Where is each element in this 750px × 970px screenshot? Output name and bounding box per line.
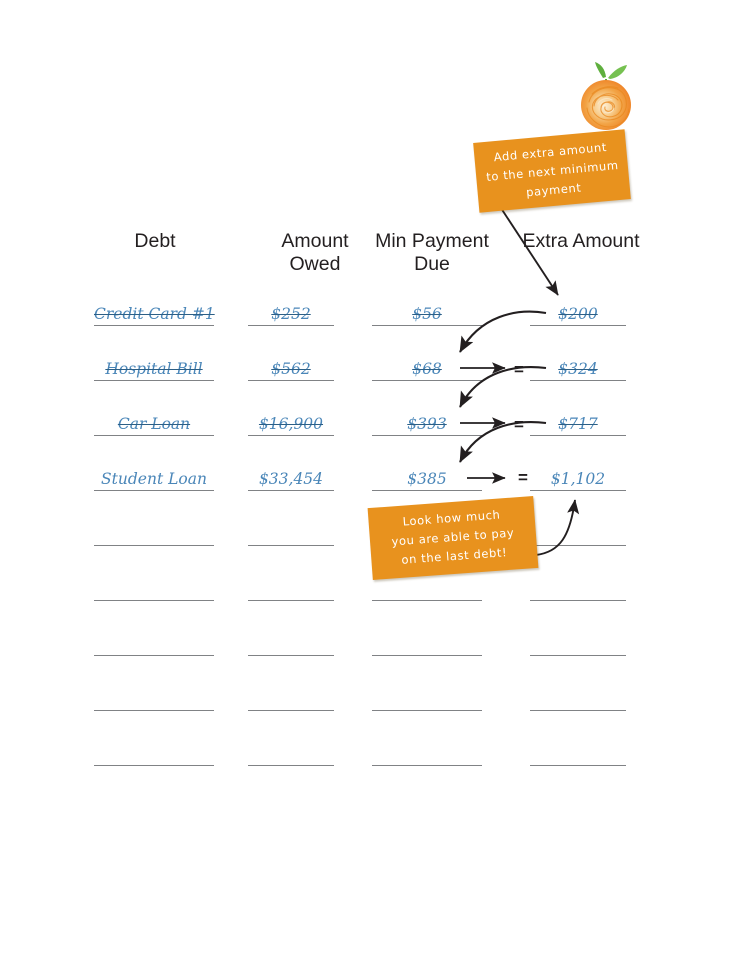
- table-row: [0, 351, 750, 391]
- write-in-rule: [530, 710, 626, 711]
- cell-min-payment-due[interactable]: [372, 461, 482, 491]
- cell-amount-owed[interactable]: [248, 626, 334, 656]
- write-in-rule: [248, 765, 334, 766]
- callout-1-line-3: payment: [525, 180, 582, 200]
- write-in-rule: [94, 490, 214, 491]
- value-amount-owed: $252: [271, 305, 311, 323]
- cell-extra-amount[interactable]: [530, 516, 626, 546]
- table-row: [0, 296, 750, 336]
- write-in-rule: [530, 600, 626, 601]
- cell-min-payment-due[interactable]: [372, 351, 482, 381]
- callout-1-line-2: to the next minimum: [485, 157, 620, 184]
- cell-debt-name[interactable]: [94, 571, 214, 601]
- cell-min-payment-due[interactable]: [372, 406, 482, 436]
- cell-debt-name[interactable]: [94, 736, 214, 766]
- value-extra-amount: $324: [558, 360, 598, 378]
- cell-extra-amount[interactable]: [530, 406, 626, 436]
- write-in-rule: [372, 765, 482, 766]
- cell-extra-amount[interactable]: [530, 296, 626, 326]
- cell-amount-owed[interactable]: [248, 351, 334, 381]
- value-min-payment-due: $56: [412, 305, 442, 323]
- cell-extra-amount[interactable]: [530, 681, 626, 711]
- column-header-amount-owed-line-2: Owed: [289, 253, 341, 275]
- write-in-rule: [94, 380, 214, 381]
- cell-amount-owed[interactable]: [248, 406, 334, 436]
- column-header-extra-amount-line-1: Extra Amount: [522, 230, 640, 252]
- write-in-rule: [248, 655, 334, 656]
- callout-2-line-3: on the last debt!: [400, 545, 508, 567]
- table-row: [0, 461, 750, 501]
- write-in-rule: [94, 545, 214, 546]
- write-in-rule: [530, 545, 626, 546]
- callout-look-how-much: [368, 496, 539, 580]
- cell-debt-name[interactable]: [94, 626, 214, 656]
- cell-extra-amount[interactable]: [530, 351, 626, 381]
- write-in-rule: [248, 490, 334, 491]
- write-in-rule: [248, 325, 334, 326]
- equals-sign-row2: =: [514, 360, 524, 379]
- callout-2-line-1: Look how much: [402, 507, 501, 529]
- cell-debt-name[interactable]: [94, 351, 214, 381]
- write-in-rule: [372, 325, 482, 326]
- write-in-rule: [248, 710, 334, 711]
- cell-amount-owed[interactable]: [248, 571, 334, 601]
- cell-min-payment-due[interactable]: [372, 681, 482, 711]
- write-in-rule: [530, 490, 626, 491]
- value-min-payment-due: $385: [407, 470, 447, 488]
- cell-extra-amount[interactable]: [530, 736, 626, 766]
- column-header-min-payment-due-line-2: Due: [414, 253, 450, 275]
- callout-add-extra-amount: [473, 129, 631, 212]
- cell-min-payment-due[interactable]: [372, 626, 482, 656]
- cell-debt-name[interactable]: [94, 516, 214, 546]
- write-in-rule: [372, 380, 482, 381]
- cell-amount-owed[interactable]: [248, 296, 334, 326]
- value-extra-amount: $717: [558, 415, 598, 433]
- value-amount-owed: $16,900: [258, 415, 324, 433]
- callout-2-line-2: you are able to pay: [391, 525, 515, 549]
- cell-amount-owed[interactable]: [248, 736, 334, 766]
- write-in-rule: [372, 435, 482, 436]
- column-header-debt-line-1: Debt: [134, 230, 176, 252]
- write-in-rule: [530, 325, 626, 326]
- cell-extra-amount[interactable]: [530, 626, 626, 656]
- value-debt-name: Student Loan: [101, 470, 207, 488]
- cell-extra-amount[interactable]: [530, 461, 626, 491]
- write-in-rule: [530, 765, 626, 766]
- cell-debt-name[interactable]: [94, 296, 214, 326]
- table-row: [0, 681, 750, 721]
- write-in-rule: [530, 380, 626, 381]
- column-header-amount-owed-line-1: Amount: [281, 230, 349, 252]
- value-amount-owed: $562: [271, 360, 311, 378]
- column-header-min-payment-due-line-1: Min Payment: [375, 230, 489, 252]
- write-in-rule: [372, 710, 482, 711]
- cell-amount-owed[interactable]: [248, 461, 334, 491]
- cell-min-payment-due[interactable]: [372, 296, 482, 326]
- value-amount-owed: $33,454: [258, 470, 324, 488]
- table-row: [0, 736, 750, 776]
- write-in-rule: [372, 600, 482, 601]
- value-debt-name: Credit Card #1: [94, 305, 215, 323]
- write-in-rule: [530, 655, 626, 656]
- write-in-rule: [94, 325, 214, 326]
- cell-debt-name[interactable]: [94, 406, 214, 436]
- cell-debt-name[interactable]: [94, 461, 214, 491]
- value-extra-amount: $1,102: [550, 470, 606, 488]
- equals-sign-row3: =: [514, 415, 524, 434]
- table-row: [0, 406, 750, 446]
- cell-debt-name[interactable]: [94, 681, 214, 711]
- cell-amount-owed[interactable]: [248, 516, 334, 546]
- write-in-rule: [248, 545, 334, 546]
- value-debt-name: Hospital Bill: [105, 360, 203, 378]
- value-min-payment-due: $393: [407, 415, 447, 433]
- write-in-rule: [94, 710, 214, 711]
- table-row: [0, 626, 750, 666]
- write-in-rule: [248, 600, 334, 601]
- write-in-rule: [94, 435, 214, 436]
- cell-amount-owed[interactable]: [248, 681, 334, 711]
- write-in-rule: [248, 380, 334, 381]
- cell-min-payment-due[interactable]: [372, 736, 482, 766]
- value-extra-amount: $200: [558, 305, 598, 323]
- write-in-rule: [94, 765, 214, 766]
- callout-1-line-1: Add extra amount: [493, 139, 608, 165]
- cell-extra-amount[interactable]: [530, 571, 626, 601]
- write-in-rule: [372, 490, 482, 491]
- value-min-payment-due: $68: [412, 360, 442, 378]
- write-in-rule: [530, 435, 626, 436]
- equals-sign-row4: =: [518, 468, 528, 487]
- write-in-rule: [94, 655, 214, 656]
- write-in-rule: [372, 655, 482, 656]
- write-in-rule: [94, 600, 214, 601]
- value-debt-name: Car Loan: [117, 415, 191, 433]
- write-in-rule: [248, 435, 334, 436]
